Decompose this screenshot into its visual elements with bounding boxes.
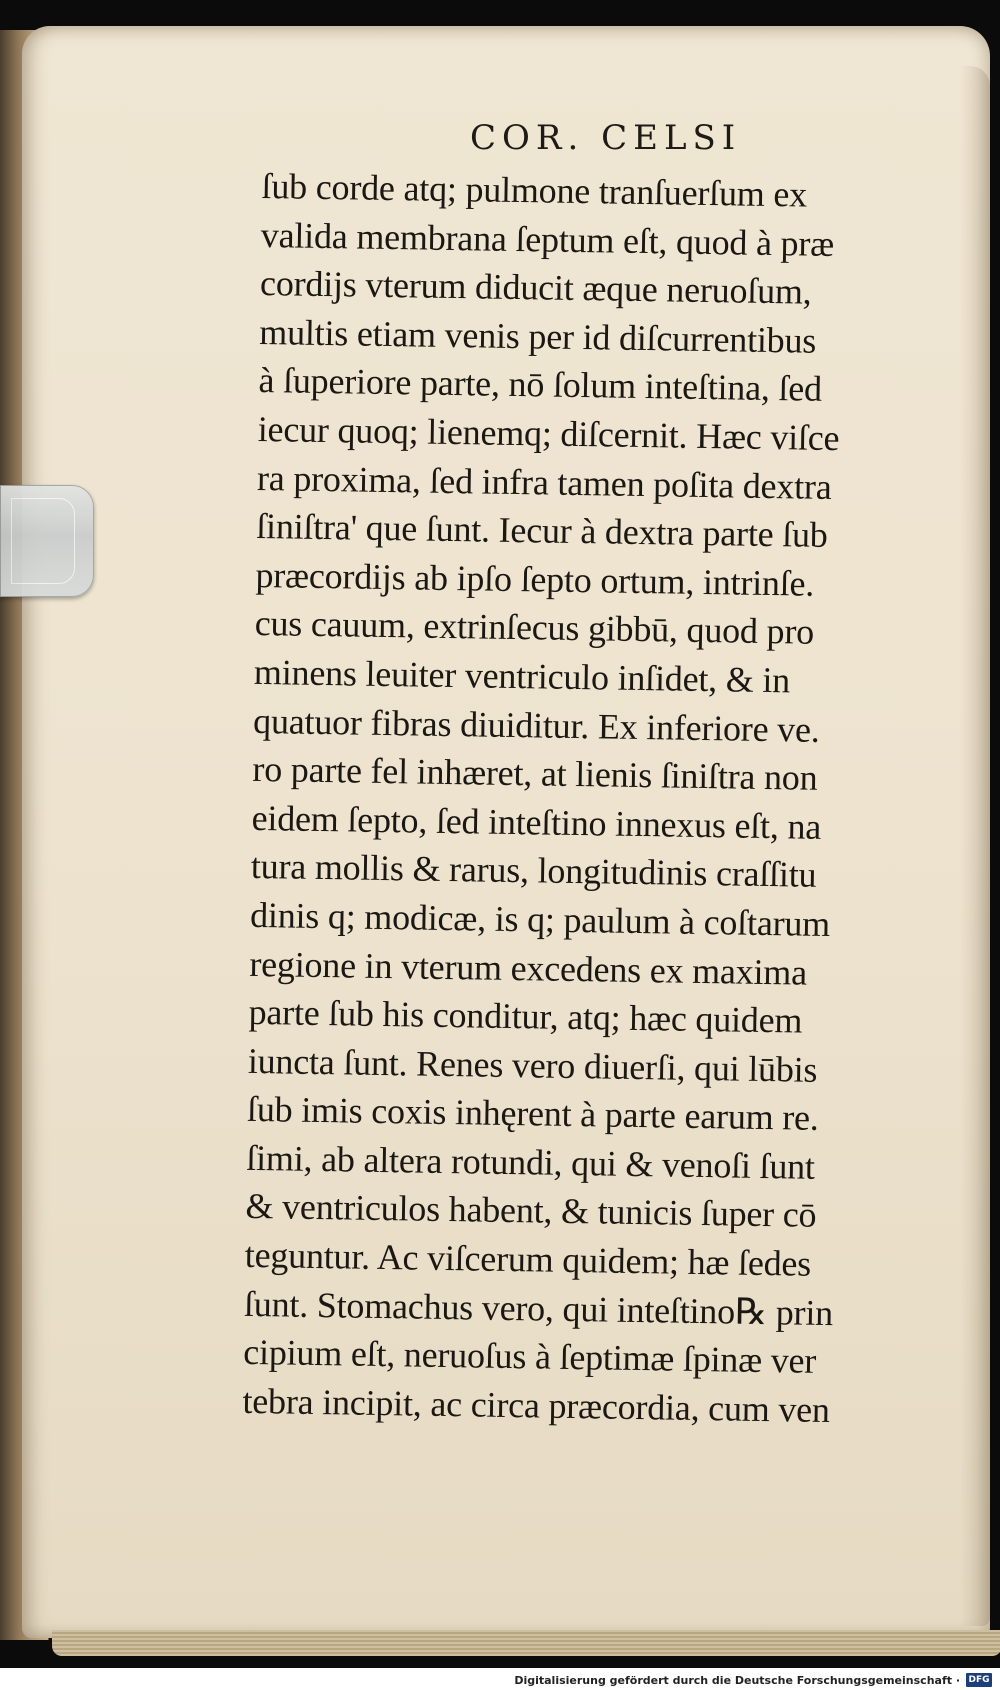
body-text — [242, 162, 962, 1436]
page-right-shadow — [960, 66, 990, 1626]
text-line: & ventriculos habent, & tunicis ſuper cō — [245, 1186, 817, 1236]
text-line: ro parte fel inhæret, at lienis ſiniſtra non — [252, 749, 818, 798]
text-line: ſimi, ab altera rotundi, qui & venoſi ſunt — [246, 1137, 816, 1187]
text-line: cus cauum, extrinſecus gibbū, quod pro — [254, 603, 815, 653]
running-head: COR. CELSI — [470, 118, 742, 158]
digitization-footer — [0, 1668, 1000, 1690]
text-line: eidem ſepto, ſed inteſtino innexus eſt, na — [251, 797, 822, 847]
text-line: ſub imis coxis inhęrent à parte earum re. — [246, 1089, 819, 1139]
text-line: multis etiam venis per id diſcurrentibus — [259, 311, 817, 361]
text-line: ſub corde atq; pulmone tranſuerſum ex — [261, 165, 808, 215]
text-line: cipium eſt, neruoſus à ſeptimæ ſpinæ ver — [242, 1332, 817, 1382]
page-clip-highlight — [11, 498, 75, 584]
footer-credit: Digitalisierung gefördert durch die Deutsche Forschungsgemeinschaft · — [514, 1674, 960, 1687]
text-line: tebra incipit, ac circa præcordia, cum ven — [242, 1380, 831, 1430]
text-line: dinis q; modicæ, is q; paulum à coſtarum — [249, 894, 831, 944]
text-line: tura mollis & rarus, longitudinis craſſitu — [250, 846, 817, 896]
text-line: parte ſub his conditur, atq; hæc quidem — [248, 991, 803, 1041]
text-line: iuncta ſunt. Renes vero diuerſi, qui lūbis — [247, 1040, 818, 1090]
text-line: iecur quoq; lienemq; diſcernit. Hæc viſce — [257, 408, 840, 459]
text-line: ra proxima, ſed infra tamen poſita dextra — [256, 457, 832, 507]
dfg-logo: DFG — [966, 1673, 992, 1687]
text-line: ſiniſtra' que ſunt. Iecur à dextra parte ſub — [255, 506, 828, 556]
text-line: regione in vterum excedens ex maxima — [249, 943, 808, 993]
page-clip — [0, 485, 94, 597]
text-line: valida membrana ſeptum eſt, quod à præ — [260, 214, 835, 264]
text-line: cordijs vterum diducit æque neruoſum, — [259, 263, 812, 312]
text-line: minens leuiter ventriculo inſidet, & in — [253, 651, 791, 701]
page-stack-edge — [52, 1630, 1000, 1656]
text-line: quatuor fibras diuiditur. Ex inferiore ve. — [252, 700, 820, 750]
text-line: à ſuperiore parte, nō ſolum inteſtina, ſed — [258, 360, 823, 410]
text-line: teguntur. Ac viſcerum quidem; hæ ſedes — [244, 1234, 812, 1284]
text-line: ſunt. Stomachus vero, qui inteſtino℞ prin — [243, 1283, 834, 1333]
text-line: præcordijs ab ipſo ſepto ortum, intrinſe. — [255, 554, 815, 604]
